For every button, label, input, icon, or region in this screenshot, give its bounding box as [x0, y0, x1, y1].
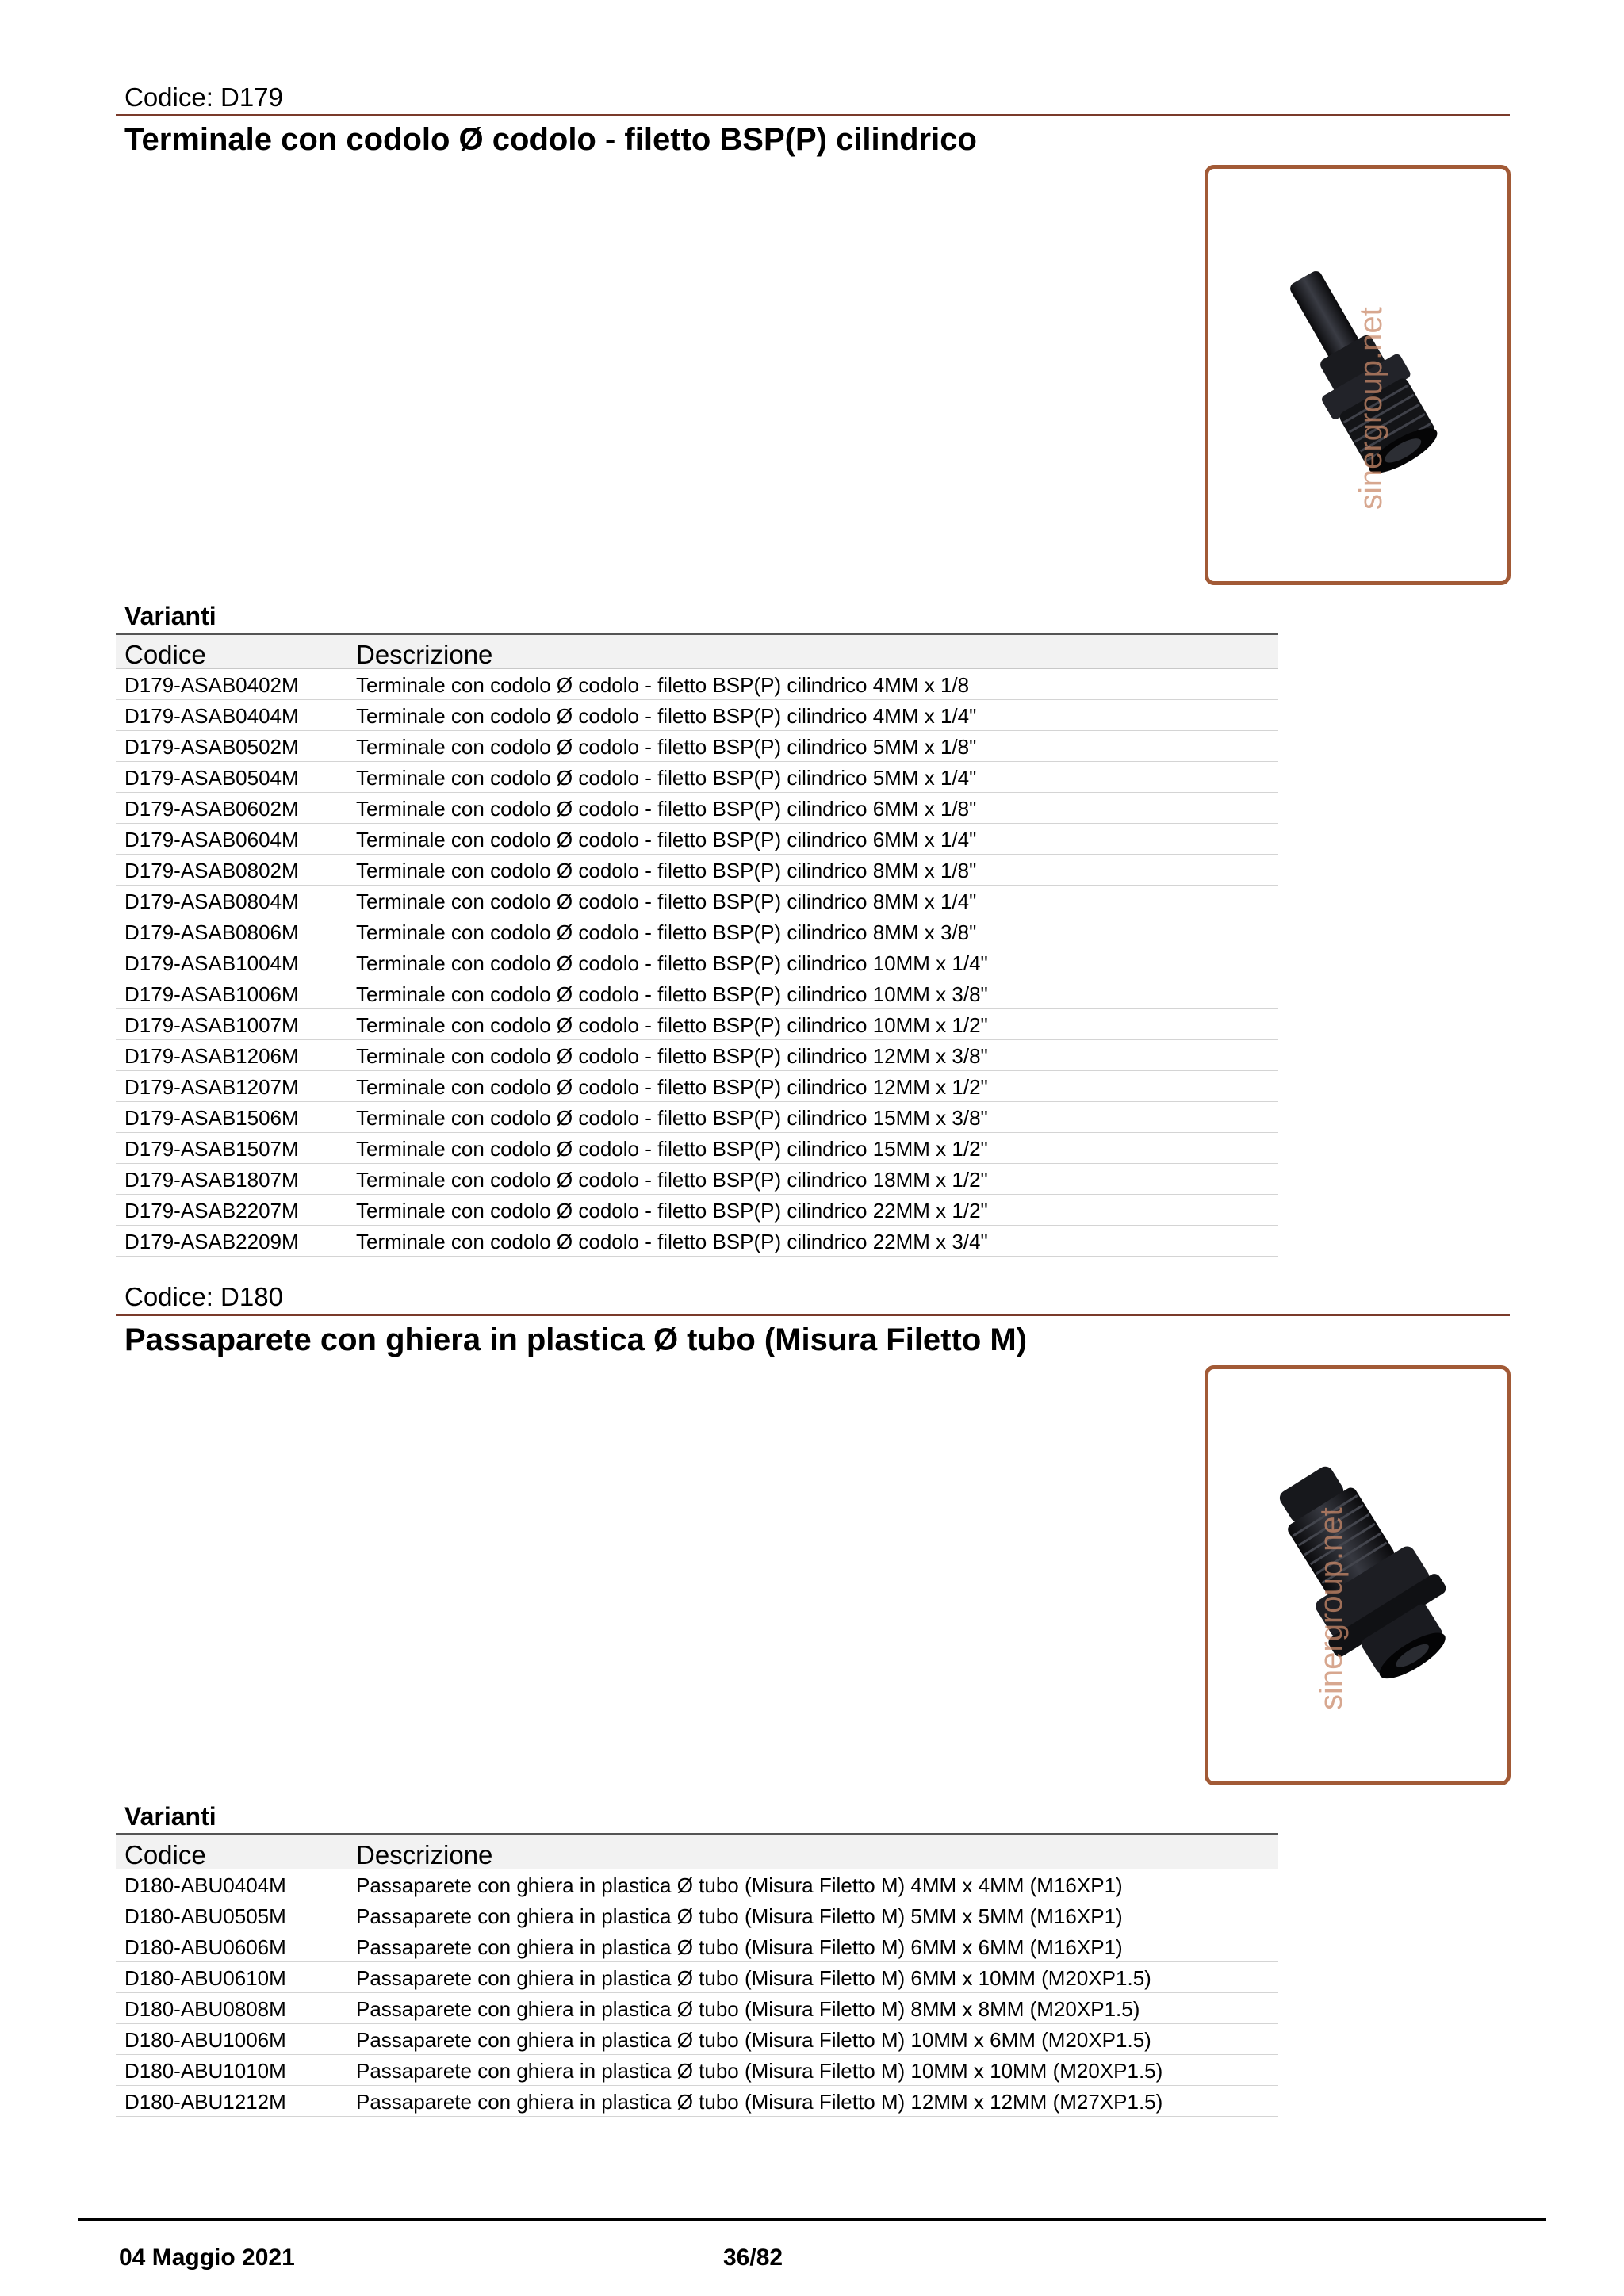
product-image-d179	[1205, 165, 1511, 585]
table-row	[116, 824, 1278, 855]
variants-table-d180	[116, 1833, 1278, 2117]
row-code: D179-ASAB2209M	[124, 1230, 299, 1253]
table-row	[116, 886, 1278, 916]
row-desc: Passaparete con ghiera in plastica Ø tubo (Misura Filetto M) 6MM x 10MM (M20XP1.5)	[356, 1966, 1151, 1990]
table-row	[116, 1962, 1278, 1993]
row-desc: Terminale con codolo Ø codolo - filetto BSP(P) cilindrico 8MM x 3/8"	[356, 920, 977, 944]
row-code: D179-ASAB0602M	[124, 797, 299, 821]
row-desc: Terminale con codolo Ø codolo - filetto BSP(P) cilindrico 6MM x 1/4"	[356, 828, 977, 851]
row-code: D180-ABU0606M	[124, 1935, 286, 1959]
row-code: D179-ASAB1206M	[124, 1044, 299, 1068]
section-divider	[116, 114, 1510, 116]
row-desc: Terminale con codolo Ø codolo - filetto BSP(P) cilindrico 15MM x 1/2"	[356, 1137, 988, 1161]
row-code: D179-ASAB0504M	[124, 766, 299, 790]
table-row	[116, 1071, 1278, 1102]
row-desc: Terminale con codolo Ø codolo - filetto BSP(P) cilindrico 4MM x 1/4"	[356, 704, 977, 728]
row-code: D179-ASAB0502M	[124, 735, 299, 759]
table-row	[116, 1931, 1278, 1962]
watermark: sinergroup.net	[1314, 1507, 1349, 1710]
row-desc: Terminale con codolo Ø codolo - filetto BSP(P) cilindrico 5MM x 1/4"	[356, 766, 977, 790]
row-code: D179-ASAB1007M	[124, 1013, 299, 1037]
table-row	[116, 1009, 1278, 1040]
row-code: D180-ABU0505M	[124, 1904, 286, 1928]
table-row	[116, 1993, 1278, 2024]
row-desc: Terminale con codolo Ø codolo - filetto BSP(P) cilindrico 10MM x 1/2"	[356, 1013, 988, 1037]
table-row	[116, 947, 1278, 978]
row-code: D180-ABU1010M	[124, 2059, 286, 2083]
row-code: D179-ASAB1807M	[124, 1168, 299, 1192]
row-code: D179-ASAB1207M	[124, 1075, 299, 1099]
row-desc: Terminale con codolo Ø codolo - filetto BSP(P) cilindrico 12MM x 1/2"	[356, 1075, 988, 1099]
row-code: D179-ASAB0402M	[124, 673, 299, 697]
section-code-d180: Codice: D180	[124, 1282, 283, 1311]
row-code: D180-ABU0610M	[124, 1966, 286, 1990]
row-code: D179-ASAB1004M	[124, 951, 299, 975]
section-divider	[116, 1314, 1510, 1316]
row-code: D179-ASAB1507M	[124, 1137, 299, 1161]
watermark: sinergroup.net	[1354, 307, 1388, 510]
variants-table-d179	[116, 633, 1278, 1257]
row-desc: Passaparete con ghiera in plastica Ø tubo (Misura Filetto M) 5MM x 5MM (M16XP1)	[356, 1904, 1123, 1928]
table-row	[116, 1869, 1278, 1900]
table-body	[116, 1869, 1278, 2117]
table-row	[116, 1900, 1278, 1931]
table-row	[116, 669, 1278, 700]
varianti-label: Varianti	[124, 602, 216, 630]
row-code: D180-ABU0808M	[124, 1997, 286, 2021]
row-desc: Terminale con codolo Ø codolo - filetto BSP(P) cilindrico 10MM x 3/8"	[356, 982, 988, 1006]
table-row	[116, 1226, 1278, 1257]
row-code: D179-ASAB2207M	[124, 1199, 299, 1223]
header-descrizione: Descrizione	[356, 640, 493, 669]
table-row	[116, 2024, 1278, 2055]
table-row	[116, 1040, 1278, 1071]
section-title-d179: Terminale con codolo Ø codolo - filetto BSP(P) cilindrico	[124, 122, 977, 157]
bulkhead-connector-icon	[1208, 1369, 1507, 1781]
table-body	[116, 669, 1278, 1257]
row-desc: Terminale con codolo Ø codolo - filetto BSP(P) cilindrico 5MM x 1/8"	[356, 735, 977, 759]
row-desc: Terminale con codolo Ø codolo - filetto BSP(P) cilindrico 8MM x 1/8"	[356, 859, 977, 882]
row-code: D179-ASAB0404M	[124, 704, 299, 728]
header-codice: Codice	[124, 1840, 206, 1869]
row-desc: Terminale con codolo Ø codolo - filetto BSP(P) cilindrico 4MM x 1/8	[356, 673, 970, 697]
row-desc: Passaparete con ghiera in plastica Ø tubo (Misura Filetto M) 4MM x 4MM (M16XP1)	[356, 1873, 1123, 1897]
row-desc: Passaparete con ghiera in plastica Ø tubo (Misura Filetto M) 8MM x 8MM (M20XP1.5)	[356, 1997, 1140, 2021]
table-row	[116, 855, 1278, 886]
table-row	[116, 731, 1278, 762]
row-code: D179-ASAB0802M	[124, 859, 299, 882]
footer-divider	[78, 2218, 1546, 2221]
row-desc: Passaparete con ghiera in plastica Ø tubo (Misura Filetto M) 10MM x 10MM (M20XP1.5)	[356, 2059, 1163, 2083]
product-image-d180	[1205, 1365, 1511, 1785]
row-code: D179-ASAB0604M	[124, 828, 299, 851]
row-code: D179-ASAB0804M	[124, 890, 299, 913]
row-desc: Terminale con codolo Ø codolo - filetto BSP(P) cilindrico 15MM x 3/8"	[356, 1106, 988, 1130]
row-desc: Terminale con codolo Ø codolo - filetto BSP(P) cilindrico 8MM x 1/4"	[356, 890, 977, 913]
row-desc: Terminale con codolo Ø codolo - filetto BSP(P) cilindrico 22MM x 3/4"	[356, 1230, 988, 1253]
row-desc: Terminale con codolo Ø codolo - filetto BSP(P) cilindrico 18MM x 1/2"	[356, 1168, 988, 1192]
header-descrizione: Descrizione	[356, 1840, 493, 1869]
row-code: D180-ABU0404M	[124, 1873, 286, 1897]
footer-date: 04 Maggio 2021	[119, 2244, 295, 2271]
table-row	[116, 1164, 1278, 1195]
table-row	[116, 1195, 1278, 1226]
table-row	[116, 916, 1278, 947]
table-row	[116, 762, 1278, 793]
row-desc: Passaparete con ghiera in plastica Ø tubo (Misura Filetto M) 12MM x 12MM (M27XP1.5)	[356, 2090, 1163, 2114]
section-title-d180: Passaparete con ghiera in plastica Ø tubo (Misura Filetto M)	[124, 1322, 1028, 1357]
varianti-label: Varianti	[124, 1802, 216, 1831]
section-code-d179: Codice: D179	[124, 82, 283, 112]
row-desc: Terminale con codolo Ø codolo - filetto BSP(P) cilindrico 6MM x 1/8"	[356, 797, 977, 821]
table-row	[116, 793, 1278, 824]
row-desc: Passaparete con ghiera in plastica Ø tubo (Misura Filetto M) 6MM x 6MM (M16XP1)	[356, 1935, 1123, 1959]
row-desc: Passaparete con ghiera in plastica Ø tubo (Misura Filetto M) 10MM x 6MM (M20XP1.5)	[356, 2028, 1151, 2052]
page-number: 36/82	[723, 2244, 783, 2271]
row-code: D179-ASAB0806M	[124, 920, 299, 944]
straight-adaptor-icon	[1208, 169, 1507, 581]
table-row	[116, 700, 1278, 731]
header-codice: Codice	[124, 640, 206, 669]
table-header	[116, 1833, 1278, 1869]
row-desc: Terminale con codolo Ø codolo - filetto BSP(P) cilindrico 22MM x 1/2"	[356, 1199, 988, 1223]
table-row	[116, 2055, 1278, 2086]
row-code: D179-ASAB1506M	[124, 1106, 299, 1130]
row-desc: Terminale con codolo Ø codolo - filetto BSP(P) cilindrico 10MM x 1/4"	[356, 951, 988, 975]
table-row	[116, 2086, 1278, 2117]
table-row	[116, 1133, 1278, 1164]
row-code: D180-ABU1212M	[124, 2090, 286, 2114]
row-code: D180-ABU1006M	[124, 2028, 286, 2052]
table-row	[116, 978, 1278, 1009]
row-code: D179-ASAB1006M	[124, 982, 299, 1006]
table-row	[116, 1102, 1278, 1133]
row-desc: Terminale con codolo Ø codolo - filetto BSP(P) cilindrico 12MM x 3/8"	[356, 1044, 988, 1068]
table-header	[116, 633, 1278, 669]
